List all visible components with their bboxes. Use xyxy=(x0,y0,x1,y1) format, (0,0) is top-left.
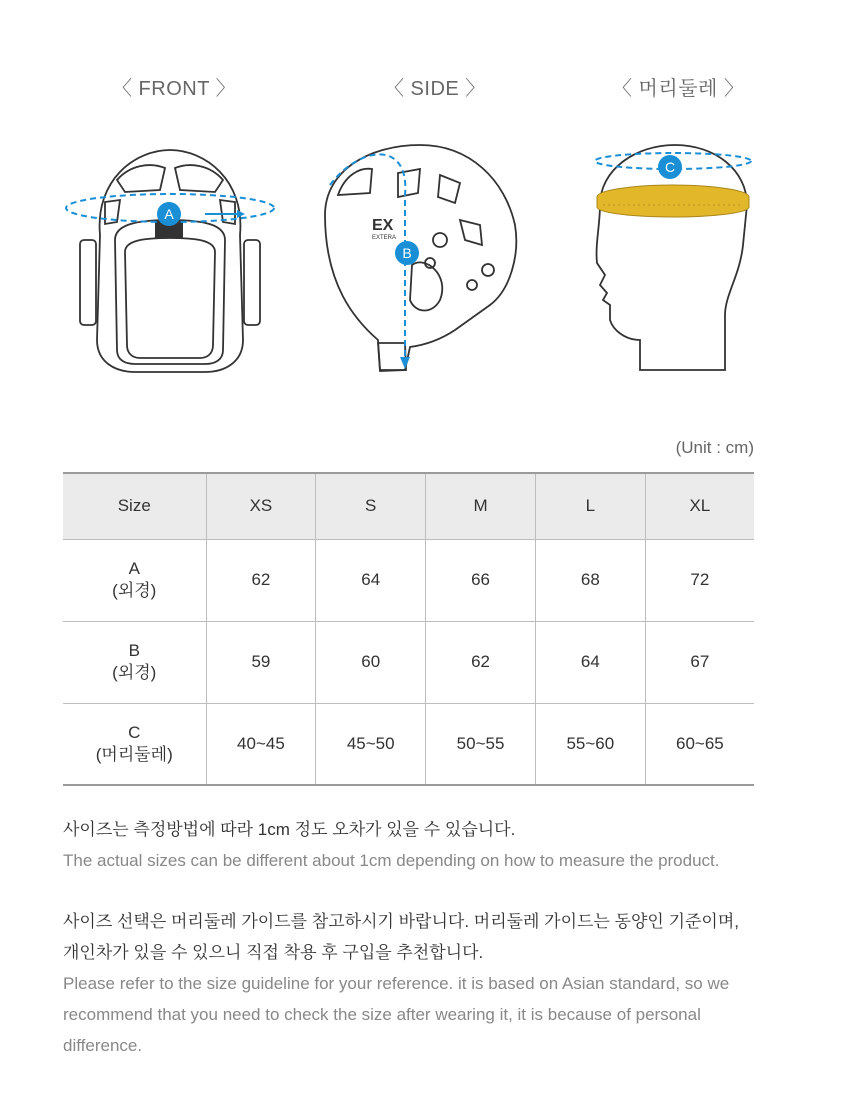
marker-c-text: C xyxy=(664,159,676,175)
marker-b-text: B xyxy=(402,245,412,261)
table-cell: 62 xyxy=(426,621,536,703)
measuring-tape xyxy=(597,185,749,217)
table-cell: 67 xyxy=(645,621,754,703)
header-cell: XS xyxy=(206,473,316,539)
table-cell: 64 xyxy=(535,621,645,703)
marker-c-badge xyxy=(658,155,682,179)
table-cell: 60 xyxy=(316,621,426,703)
circumference-view-label: 〈 머리둘레 〉 xyxy=(612,78,745,100)
note-korean: 사이즈 선택은 머리둘레 가이드를 참고하시기 바랍니다. 머리둘레 가이드는 동양인 기준이며, xyxy=(63,912,739,931)
front-helmet-diagram xyxy=(55,140,285,380)
table-cell: 55~60 xyxy=(535,703,645,785)
marker-b-badge xyxy=(395,241,419,265)
row-sublabel: (머리둘레) xyxy=(95,744,173,764)
marker-a-badge xyxy=(157,202,181,226)
note-english: recommend that you need to check the size after wearing it, it is because of personal xyxy=(63,1005,701,1024)
svg-text:EX: EX xyxy=(372,217,394,234)
table-row xyxy=(63,621,754,703)
note-english: difference. xyxy=(63,1036,143,1055)
row-sublabel: (외경) xyxy=(112,663,157,682)
header-cell: Size xyxy=(63,473,206,539)
row-label: C xyxy=(128,722,141,742)
table-cell: 64 xyxy=(316,539,426,621)
side-helmet-diagram xyxy=(300,125,540,385)
note-korean: 개인차가 있을 수 있으니 직접 착용 후 구입을 추천합니다. xyxy=(63,943,484,962)
row-label: A xyxy=(128,559,140,578)
head-circumference-diagram xyxy=(585,135,760,375)
table-header-row xyxy=(63,473,754,539)
size-guide-note xyxy=(63,906,783,1061)
table-cell: 72 xyxy=(645,539,754,621)
note-korean: 사이즈는 측정방법에 따라 1cm 정도 오차가 있을 수 있습니다. xyxy=(63,820,516,839)
row-sublabel: (외경) xyxy=(112,581,157,600)
helmet-side-outline xyxy=(325,145,516,370)
table-cell: 50~55 xyxy=(426,703,536,785)
table-cell: 68 xyxy=(535,539,645,621)
table-cell: 59 xyxy=(206,621,316,703)
front-view-label: 〈 FRONT 〉 xyxy=(112,78,237,100)
table-cell: 60~65 xyxy=(645,703,754,785)
header-cell: XL xyxy=(645,473,754,539)
row-label: B xyxy=(128,641,140,660)
svg-text:EXTERA: EXTERA xyxy=(372,235,397,241)
header-cell: L xyxy=(535,473,645,539)
unit-label: (Unit : cm) xyxy=(675,438,754,457)
side-view-label: 〈 SIDE 〉 xyxy=(384,78,486,100)
row-label-cell xyxy=(63,539,206,621)
note-english: The actual sizes can be different about 1cm depending on how to measure the product. xyxy=(63,851,720,870)
measurement-note xyxy=(63,814,720,876)
table-cell: 40~45 xyxy=(206,703,316,785)
header-cell: S xyxy=(316,473,426,539)
table-cell: 62 xyxy=(206,539,316,621)
row-label-cell xyxy=(63,703,206,785)
size-table xyxy=(63,472,754,786)
marker-a-text: A xyxy=(164,206,174,222)
row-label-cell xyxy=(63,621,206,703)
table-row xyxy=(63,703,754,785)
note-english: Please refer to the size guideline for your reference. it is based on Asian standard, so we xyxy=(63,974,730,993)
header-cell: M xyxy=(426,473,536,539)
table-row xyxy=(63,539,754,621)
table-cell: 45~50 xyxy=(316,703,426,785)
table-cell: 66 xyxy=(426,539,536,621)
brand-logo xyxy=(372,217,396,241)
